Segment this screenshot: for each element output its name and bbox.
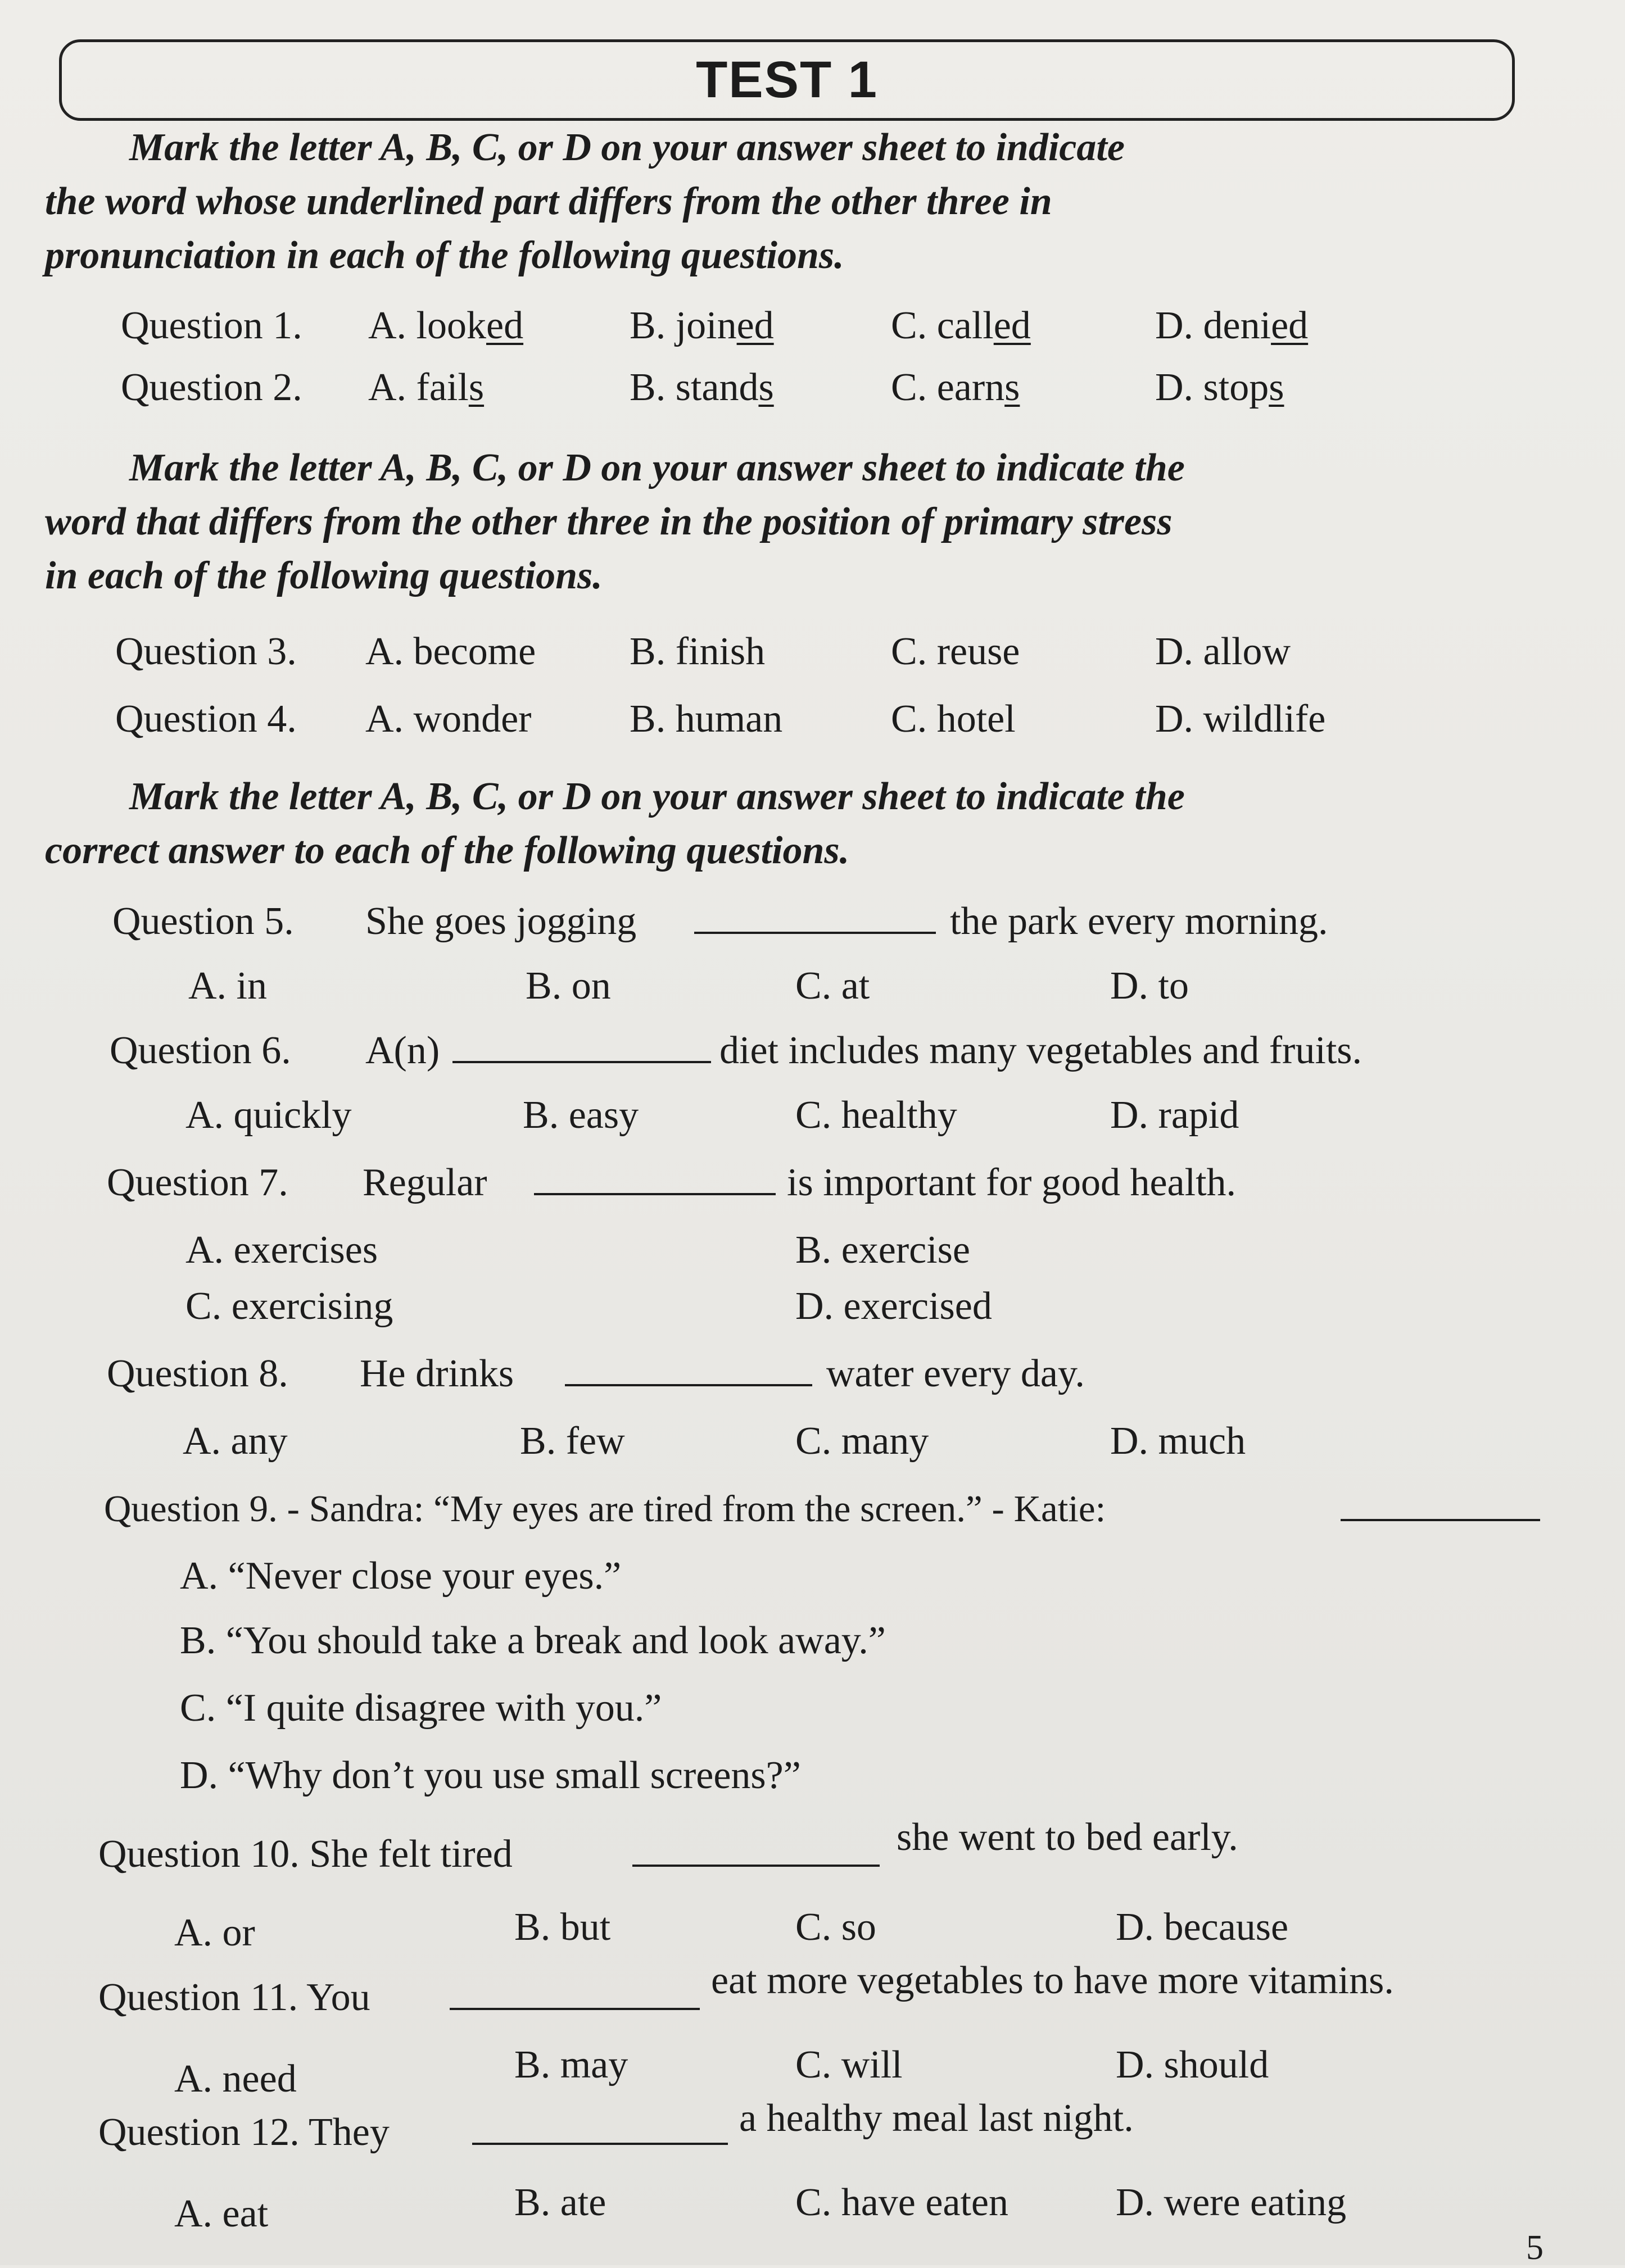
option-a[interactable]: A. quickly (185, 1094, 352, 1137)
question-11: Question 11. You eat more vegetables to have more vitamins. (0, 1970, 1625, 2026)
option-a[interactable]: A. exercises (185, 1228, 378, 1272)
answer-blank[interactable] (534, 1155, 776, 1211)
option-c[interactable]: C. called (891, 304, 1031, 347)
answer-blank[interactable] (472, 2104, 728, 2161)
question-12: Question 12. They a healthy meal last night. (0, 2104, 1625, 2161)
answer-blank[interactable] (632, 1826, 880, 1883)
question-12-options (0, 2175, 1625, 2235)
option-a[interactable]: A. fails (368, 366, 485, 409)
question-9-option-d (0, 1748, 1625, 1804)
option-b[interactable]: B. finish (630, 630, 766, 673)
answer-blank[interactable] (565, 1346, 812, 1402)
instructions-correct-answer: Mark the letter A, B, C, or D on your answer sheet to indicate the correct answer to each of the following questions. (45, 775, 1185, 872)
option-b[interactable]: B. but (514, 1906, 611, 1949)
question-9: Question 9. - Sandra: “My eyes are tired from the screen.” - Katie: (0, 1481, 1625, 1537)
option-b[interactable]: B. few (520, 1419, 625, 1463)
question-6-options (0, 1087, 1625, 1144)
option-c[interactable]: C. have eaten (795, 2181, 1008, 2224)
option-b[interactable]: B. human (630, 697, 783, 741)
option-d[interactable]: D. should (1116, 2043, 1269, 2086)
question-10: Question 10. She felt tired she went to bed early. (0, 1826, 1625, 1883)
option-a[interactable]: A. need (174, 2057, 297, 2101)
question-5: Question 5. She goes jogging the park every morning. (0, 893, 1625, 950)
option-a[interactable]: A. or (174, 1911, 255, 1954)
option-d[interactable]: D. allow (1155, 630, 1291, 673)
question-5-options (0, 958, 1625, 1014)
option-a[interactable]: A. in (188, 964, 267, 1008)
option-c[interactable]: C. will (795, 2043, 903, 2086)
question-8: Question 8. He drinks water every day. (0, 1346, 1625, 1402)
question-4: Question 4. A. wonder B. human C. hotel D. wildlife (0, 691, 1625, 747)
option-b[interactable]: B. ate (514, 2181, 606, 2224)
test-title: TEST 1 (696, 51, 878, 108)
option-c[interactable]: C. at (795, 964, 870, 1008)
option-a[interactable]: A. become (365, 630, 536, 673)
answer-blank[interactable] (452, 1023, 711, 1079)
option-b[interactable]: B. may (514, 2043, 628, 2086)
option-b[interactable]: B. “You should take a break and look away.” (180, 1619, 886, 1662)
option-c[interactable]: C. so (795, 1906, 876, 1949)
option-a[interactable]: A. looked (368, 304, 524, 347)
question-3: Question 3. A. become B. finish C. reuse D. allow (0, 624, 1625, 680)
option-d[interactable]: D. were eating (1116, 2181, 1347, 2224)
question-2: Question 2. A. fails B. stands C. earns D. stops (0, 360, 1625, 416)
option-b[interactable]: B. easy (523, 1094, 639, 1137)
option-d[interactable]: D. exercised (795, 1285, 992, 1328)
option-c[interactable]: C. exercising (185, 1285, 393, 1328)
option-c[interactable]: C. many (795, 1419, 929, 1463)
option-a[interactable]: A. wonder (365, 697, 532, 741)
option-d[interactable]: D. wildlife (1155, 697, 1326, 741)
option-b[interactable]: B. exercise (795, 1228, 970, 1272)
option-c[interactable]: C. hotel (891, 697, 1016, 741)
option-d[interactable]: D. much (1110, 1419, 1246, 1463)
option-d[interactable]: D. stops (1155, 366, 1284, 409)
option-b[interactable]: B. joined (630, 304, 774, 347)
question-7-options-1 (0, 1222, 1625, 1278)
answer-blank[interactable] (1341, 1481, 1540, 1537)
option-c[interactable]: C. reuse (891, 630, 1020, 673)
question-11-options (0, 2037, 1625, 2101)
option-d[interactable]: D. “Why don’t you use small screens?” (180, 1754, 801, 1797)
question-1: Question 1. A. looked B. joined C. called D. denied (0, 298, 1625, 354)
question-10-options (0, 1899, 1625, 1956)
question-7: Question 7. Regular is important for good health. (0, 1155, 1625, 1211)
option-c[interactable]: C. “I quite disagree with you.” (180, 1686, 662, 1730)
question-9-option-a (0, 1548, 1625, 1604)
option-c[interactable]: C. healthy (795, 1094, 957, 1137)
option-d[interactable]: D. to (1110, 964, 1189, 1008)
option-d[interactable]: D. denied (1155, 304, 1309, 347)
answer-blank[interactable] (694, 893, 936, 950)
option-c[interactable]: C. earns (891, 366, 1020, 409)
question-6: Question 6. A(n) diet includes many vegetables and fruits. (0, 1023, 1625, 1079)
instructions-pronunciation: Mark the letter A, B, C, or D on your answer sheet to indicate the word whose underlined part differs from the other three in pronunciation in each of the following questions. (45, 126, 1125, 277)
option-d[interactable]: D. because (1116, 1906, 1289, 1949)
option-a[interactable]: A. eat (174, 2192, 269, 2235)
instructions-stress: Mark the letter A, B, C, or D on your answer sheet to indicate the word that differs from the other three in the position of primary stress in each of the following questions. (45, 446, 1185, 597)
option-b[interactable]: B. on (526, 964, 611, 1008)
answer-blank[interactable] (450, 1970, 700, 2026)
option-a[interactable]: A. any (183, 1419, 288, 1463)
question-8-options (0, 1413, 1625, 1469)
option-d[interactable]: D. rapid (1110, 1094, 1239, 1137)
question-9-option-c (0, 1680, 1625, 1736)
option-a[interactable]: A. “Never close your eyes.” (180, 1554, 622, 1598)
option-b[interactable]: B. stands (630, 366, 774, 409)
question-9-option-b (0, 1613, 1625, 1669)
page-number: 5 (1526, 2229, 1543, 2267)
test-title-box (59, 39, 1515, 121)
question-7-options-2 (0, 1278, 1625, 1335)
